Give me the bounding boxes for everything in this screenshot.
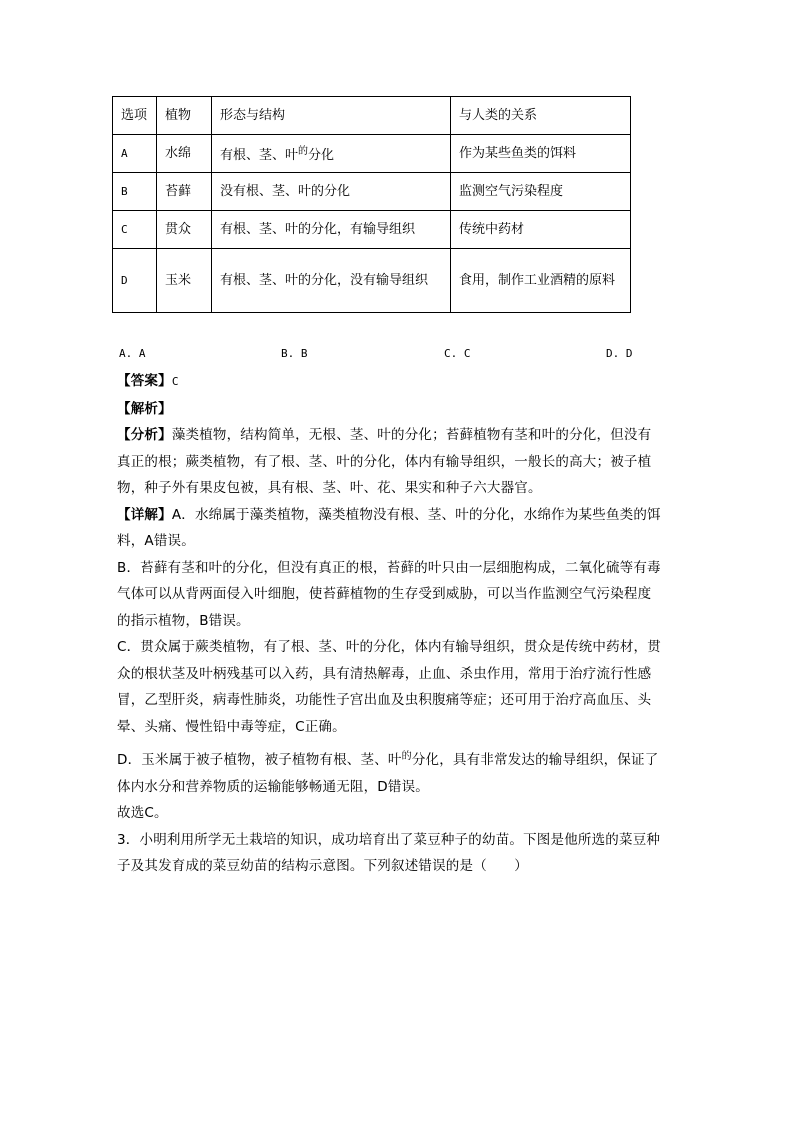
structure-superscript: 的 bbox=[298, 145, 309, 157]
relation-cell: 食用，制作工业酒精的原料 bbox=[451, 249, 631, 313]
detail-superscript: 的 bbox=[401, 751, 412, 762]
detail-line: 体内水分和营养物质的运输能够畅通无阻，D错误。 bbox=[117, 778, 429, 795]
detail-line bbox=[117, 744, 683, 774]
options-table bbox=[112, 96, 631, 313]
fenxi-line bbox=[117, 422, 683, 449]
header-cell: 植物 bbox=[157, 97, 212, 135]
question-3-line: 子及其发育成的菜豆幼苗的结构示意图。下列叙述错误的是（ ） bbox=[117, 858, 528, 874]
table-row bbox=[113, 211, 631, 249]
option-cell: A bbox=[113, 135, 157, 173]
fenxi-line: 真正的根；蕨类植物，有了根、茎、叶的分化，体内有输导组织，一般长的高大；被子植 bbox=[117, 453, 652, 470]
option-cell: C bbox=[113, 211, 157, 249]
detail-line: 晕、头痛、慢性铅中毒等症，C正确。 bbox=[117, 718, 346, 735]
detail-text: A．水绵属于藻类植物，藻类植物没有根、茎、叶的分化，水绵作为某些鱼类的饵 bbox=[171, 506, 661, 523]
relation-cell: 传统中药材 bbox=[451, 211, 631, 249]
detail-line: 气体可以从背两面侵入叶细胞，使苔藓植物的生存受到威胁，可以当作监测空气污染程度 bbox=[117, 586, 652, 602]
detail-line: C．贯众属于蕨类植物，有了根、茎、叶的分化，体内有输导组织，贯众是传统中药材，贯 bbox=[117, 639, 661, 655]
answer-label: 【答案】 bbox=[117, 373, 172, 389]
choice-b: B. B bbox=[281, 347, 308, 360]
header-cell: 选项 bbox=[113, 97, 157, 135]
table-header-row bbox=[113, 97, 631, 135]
detail-label: 【详解】 bbox=[117, 506, 172, 523]
header-cell: 形态与结构 bbox=[212, 97, 451, 135]
answer-line bbox=[117, 368, 683, 396]
answer-value: C bbox=[171, 375, 179, 388]
conclusion: 故选C。 bbox=[117, 805, 168, 821]
fenxi-text: 藻类植物，结构简单，无根、茎、叶的分化；苔藓植物有茎和叶的分化，但没有 bbox=[171, 427, 652, 443]
choice-c: C. C bbox=[444, 347, 471, 360]
plant-cell: 玉米 bbox=[157, 249, 212, 313]
detail-line: 众的根状茎及叶柄残基可以入药，具有清热解毒，止血、杀虫作用，常用于治疗流行性感 bbox=[117, 665, 652, 682]
choice-a: A. A bbox=[119, 347, 146, 360]
structure-text: 分化 bbox=[308, 147, 335, 163]
plant-cell: 苔藓 bbox=[157, 173, 212, 211]
detail-text: 分化，具有非常发达的输导组织，保证了 bbox=[411, 752, 659, 768]
detail-line bbox=[117, 502, 683, 529]
option-cell: D bbox=[113, 249, 157, 313]
detail-line: 的指示植物，B错误。 bbox=[117, 612, 250, 629]
fenxi-label: 【分析】 bbox=[117, 427, 172, 443]
option-cell: B bbox=[113, 173, 157, 211]
structure-cell: 有根、茎、叶的分化，有输导组织 bbox=[212, 211, 451, 249]
relation-cell: 作为某些鱼类的饵料 bbox=[451, 135, 631, 173]
relation-cell: 监测空气污染程度 bbox=[451, 173, 631, 211]
choice-d: D. D bbox=[606, 347, 633, 360]
structure-cell: 没有根、茎、叶的分化 bbox=[212, 173, 451, 211]
structure-cell bbox=[212, 135, 451, 173]
detail-text: D．玉米属于被子植物，被子植物有根、茎、叶 bbox=[117, 752, 402, 768]
plant-cell: 贯众 bbox=[157, 211, 212, 249]
structure-cell: 有根、茎、叶的分化，没有输导组织 bbox=[212, 249, 451, 313]
table-row bbox=[113, 249, 631, 313]
table-row bbox=[113, 173, 631, 211]
answer-block bbox=[117, 368, 683, 880]
question-3-line: 3．小明利用所学无土栽培的知识，成功培育出了菜豆种子的幼苗。下图是他所选的菜豆种 bbox=[117, 831, 661, 848]
structure-text: 有根、茎、叶 bbox=[220, 147, 299, 163]
table-row bbox=[113, 135, 631, 173]
detail-line: 料，A错误。 bbox=[117, 533, 195, 549]
detail-line: 冒，乙型肝炎，病毒性肺炎，功能性子宫出血及虫积腹痛等症；还可用于治疗高血压、头 bbox=[117, 692, 652, 708]
analysis-label: 【解析】 bbox=[117, 400, 172, 417]
plant-cell: 水绵 bbox=[157, 135, 212, 173]
detail-line: B．苔藓有茎和叶的分化，但没有真正的根，苔藓的叶只由一层细胞构成，二氧化硫等有毒 bbox=[117, 559, 661, 576]
header-cell: 与人类的关系 bbox=[451, 97, 631, 135]
fenxi-line: 物，种子外有果皮包被，具有根、茎、叶、花、果实和种子六大器官。 bbox=[117, 480, 542, 496]
